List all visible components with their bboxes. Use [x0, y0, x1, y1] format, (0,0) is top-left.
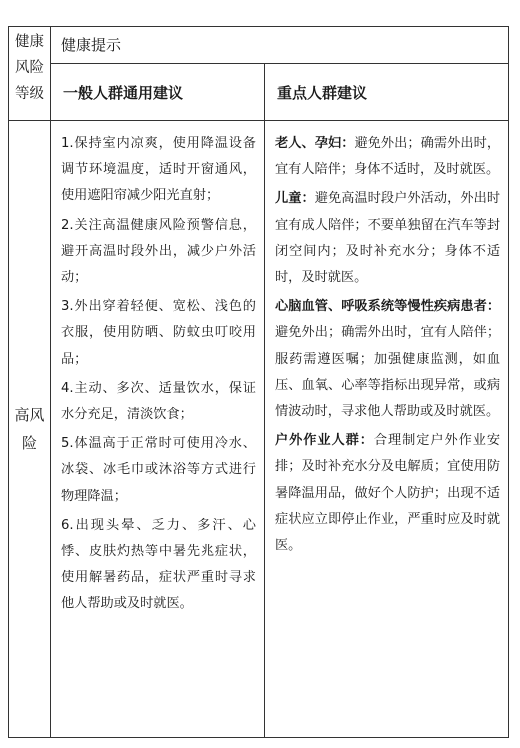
key-advice-text: 避免外出；确需外出时，宜有人陪伴；服药需遵医嘱；加强健康监测，如血压、血氧、心率等指标出现异常，或病情波动时，寻求他人帮助或及时就医。	[275, 325, 501, 420]
general-advice-item: 5.体温高于正常时可使用冷水、冰袋、冰毛巾或沐浴等方式进行物理降温；	[61, 436, 256, 504]
general-advice-item: 1.保持室内凉爽，使用降温设备调节环境温度，适时开窗通风，使用遮阳帘减少阳光直射；	[61, 136, 256, 204]
general-column-header: 一般人群通用建议	[51, 64, 265, 121]
general-advice-item: 6.出现头晕、乏力、多汗、心悸、皮肤灼热等中暑先兆症状，使用解暑药品，症状严重时寻求他人帮助或及时就医。	[61, 517, 256, 612]
risk-level-header-line: 健康	[15, 34, 44, 50]
key-advice-group: 老人、孕妇：	[275, 136, 355, 151]
key-advice-item	[275, 294, 500, 425]
key-advice-text: 避免外出；确需外出时，宜有人陪伴；身体不适时，及时就医。	[275, 136, 501, 178]
key-advice-item	[275, 428, 500, 559]
key-advice-text: 合理制定户外作业安排；及时补充水分及电解质；宜使用防暑降温用品，做好个人防护；出现不适症状应立即停止作业，严重时应及时就医。	[275, 433, 501, 554]
general-advice-item: 3.外出穿着轻便、宽松、浅色的衣服，使用防晒、防蚊虫叮咬用品；	[61, 299, 256, 367]
general-advice-cell	[51, 121, 265, 738]
key-advice-group: 心脑血管、呼吸系统等慢性疾病患者：	[275, 299, 501, 315]
key-advice-group: 户外作业人群：	[275, 433, 374, 449]
header-row-1	[9, 27, 509, 64]
risk-level-line: 险	[21, 434, 37, 452]
risk-level-cell	[9, 121, 51, 738]
risk-level-line: 高风	[14, 406, 45, 424]
key-advice-item	[275, 131, 500, 183]
header-row-2	[9, 64, 509, 121]
key-column-header: 重点人群建议	[265, 64, 509, 121]
key-advice-item	[275, 186, 500, 291]
risk-level-header-line: 等级	[15, 86, 44, 102]
risk-level-header-line: 风险	[15, 60, 44, 76]
general-advice-item: 4.主动、多次、适量饮水，保证水分充足，清淡饮食；	[61, 380, 256, 423]
advice-title: 健康提示	[51, 27, 509, 64]
general-advice-item: 2.关注高温健康风险预警信息，避开高温时段外出，减少户外活动；	[61, 217, 256, 286]
key-advice-group: 儿童：	[275, 191, 315, 207]
key-advice-cell	[265, 121, 509, 738]
risk-level-header	[9, 27, 51, 121]
key-advice-text: 避免高温时段户外活动，外出时宜有成人陪伴；不要单独留在汽车等封闭空间内；及时补充水分；身体不适时，及时就医。	[275, 191, 501, 286]
health-advice-table	[8, 26, 509, 738]
advice-row	[9, 121, 509, 738]
